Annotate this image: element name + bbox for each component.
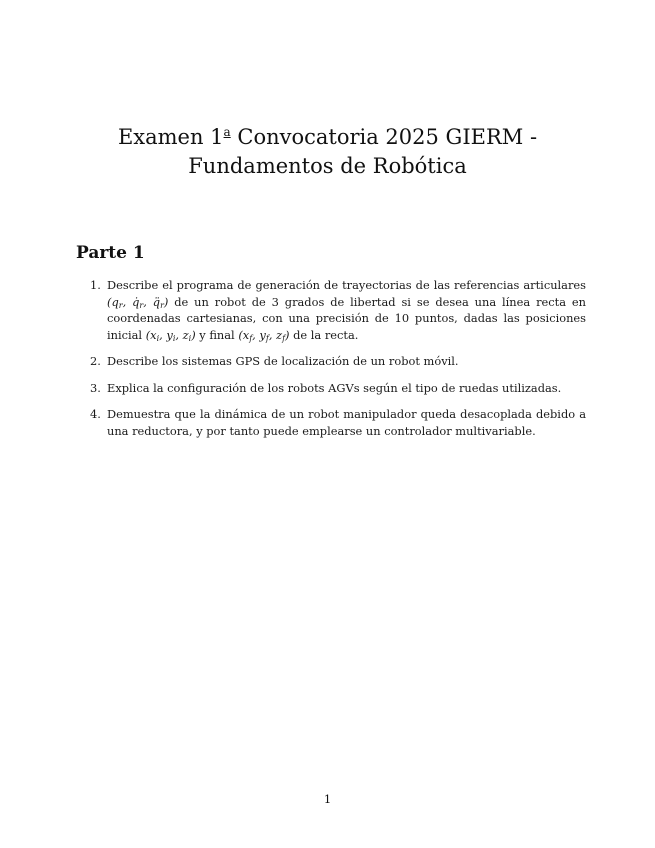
math-initial-position: ($x_i$, $y_i$, $z_i$): [145, 327, 196, 343]
question-text: de la recta.: [289, 327, 359, 342]
question-text: Explica la configuración de los robots AGVs según el tipo de ruedas utilizadas.: [107, 380, 562, 395]
question-text: Describe los sistemas GPS de localización de un robot móvil.: [107, 354, 459, 368]
section-heading: Parte 1: [76, 243, 145, 263]
math-joint-refs: ($q_r$, $q̇_r$, $q̈_r$): [107, 294, 169, 310]
title-ordinal: a: [223, 125, 231, 139]
question-list: [76, 277, 586, 449]
question-text: de un robot de 3 grados de libertad si se desea una línea recta en coordenadas cartesianas, con una precisión de 10 puntos, dadas las posiciones inicial: [107, 294, 586, 342]
question-text: Describe el programa de generación de trayectorias de las referencias articulares: [107, 278, 586, 292]
question-text: Demuestra que la dinámica de un robot manipulador queda desacoplada debido a una reductora, y por tanto puede emplearse un controlador multivariable.: [107, 407, 586, 438]
question-number: 2.: [90, 354, 101, 368]
page-number: 1: [323, 792, 332, 806]
document-title: [60, 118, 595, 181]
question-item-3: [76, 380, 586, 397]
question-text: y final: [195, 327, 239, 342]
question-item-4: [76, 406, 586, 439]
question-item-1: [76, 277, 586, 343]
question-item-2: [76, 353, 586, 370]
question-number: 3.: [90, 380, 101, 395]
title-part-1: Examen 1: [117, 125, 224, 149]
title-part-2: Convocatoria 2025 GIERM - Fundamentos de Robótica: [188, 125, 538, 178]
math-final-position: ($x_f$, $y_f$, $z_f$): [238, 327, 290, 343]
question-number: 4.: [90, 407, 101, 421]
question-number: 1.: [90, 278, 101, 292]
